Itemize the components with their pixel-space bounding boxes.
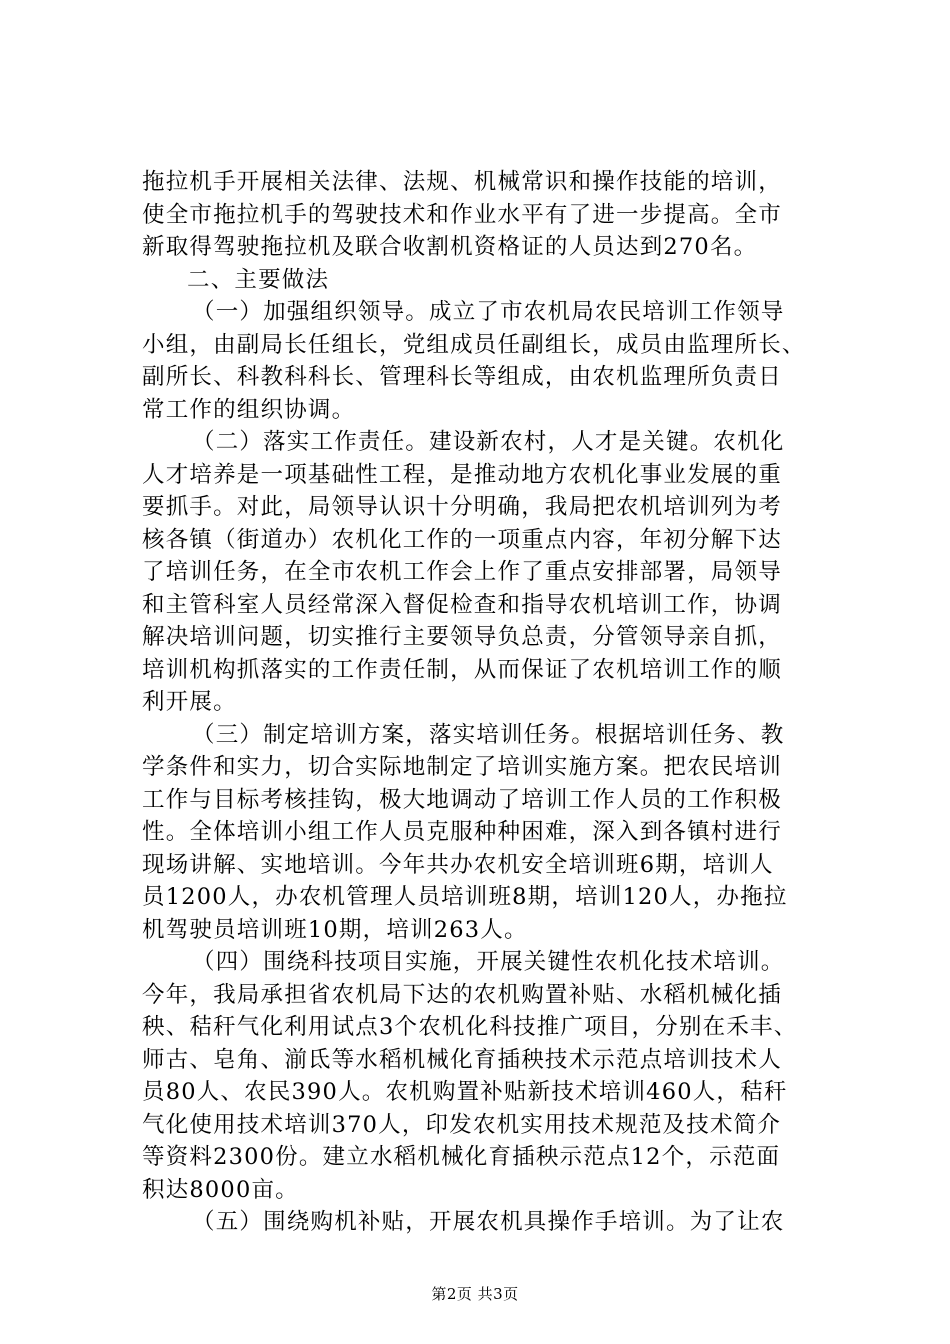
text-line: 员80人、农民390人。农机购置补贴新技术培训460人，秸秆 (142, 1079, 788, 1105)
text-line: （二）落实工作责任。建设新农村，人才是关键。农机化 (192, 429, 785, 455)
text-line: 核各镇（街道办）农机化工作的一项重点内容，年初分解下达 (142, 526, 782, 553)
text-line: （三）制定培训方案，落实培训任务。根据培训任务、教 (192, 721, 785, 748)
text-line: 积达8000亩。 (142, 1176, 299, 1203)
text-line: 了培训任务，在全市农机工作会上作了重点安排部署，局领导 (142, 559, 782, 585)
text-line: （四）围绕科技项目实施，开展关键性农机化技术培训。 (192, 949, 785, 975)
text-line: 等资料2300份。建立水稻机械化育插秧示范点12个，示范面 (142, 1144, 781, 1170)
text-line: 人才培养是一项基础性工程，是推动地方农机化事业发展的重 (142, 461, 782, 488)
text-line: 常工作的组织协调。 (142, 396, 356, 423)
text-line: （五）围绕购机补贴，开展农机具操作手培训。为了让农 (192, 1209, 785, 1235)
text-line: 解决培训问题，切实推行主要领导负总责，分管领导亲自抓， (142, 624, 782, 650)
text-line: 使全市拖拉机手的驾驶技术和作业水平有了进一步提高。全市 (142, 201, 782, 228)
text-line: 工作与目标考核挂钩，极大地调动了培训工作人员的工作积极 (142, 786, 782, 813)
document-body (142, 166, 838, 1239)
text-line: 现场讲解、实地培训。今年共办农机安全培训班6期，培训人 (142, 851, 774, 878)
text-line: 新取得驾驶拖拉机及联合收割机资格证的人员达到270名。 (142, 234, 758, 260)
text-line: 二、主要做法 (187, 266, 330, 293)
text-line: 机驾驶员培训班10期，培训263人。 (142, 916, 528, 943)
text-line: 气化使用技术培训370人，印发农机实用技术规范及技术简介 (142, 1111, 782, 1138)
page-footer: 第2页 共3页 (431, 1285, 519, 1303)
text-line: 学条件和实力，切合实际地制定了培训实施方案。把农民培训 (142, 754, 782, 780)
text-line: 副所长、科教科科长、管理科长等组成，由农机监理所负责日 (142, 364, 782, 390)
text-line: 要抓手。对此，局领导认识十分明确，我局把农机培训列为考 (142, 494, 782, 520)
text-line: 性。全体培训小组工作人员克服种种困难，深入到各镇村进行 (142, 819, 782, 845)
text-line: 拖拉机手开展相关法律、法规、机械常识和操作技能的培训， (142, 169, 782, 195)
text-line: 和主管科室人员经常深入督促检查和指导农机培训工作，协调 (142, 591, 782, 618)
text-line: 今年，我局承担省农机局下达的农机购置补贴、水稻机械化插 (142, 981, 782, 1008)
text-line: 利开展。 (142, 689, 237, 715)
text-line: 师古、皂角、湔氐等水稻机械化育插秧技术示范点培训技术人 (142, 1046, 782, 1073)
text-line: 秧、秸秆气化利用试点3个农机化科技推广项目，分别在禾丰、 (142, 1014, 798, 1040)
text-line: 培训机构抓落实的工作责任制，从而保证了农机培训工作的顺 (142, 656, 782, 683)
text-line: 小组，由副局长任组长，党组成员任副组长，成员由监理所长、 (142, 331, 806, 358)
text-line: 员1200人，办农机管理人员培训班8期，培训120人，办拖拉 (142, 884, 788, 910)
text-line: （一）加强组织领导。成立了市农机局农民培训工作领导 (192, 299, 785, 325)
